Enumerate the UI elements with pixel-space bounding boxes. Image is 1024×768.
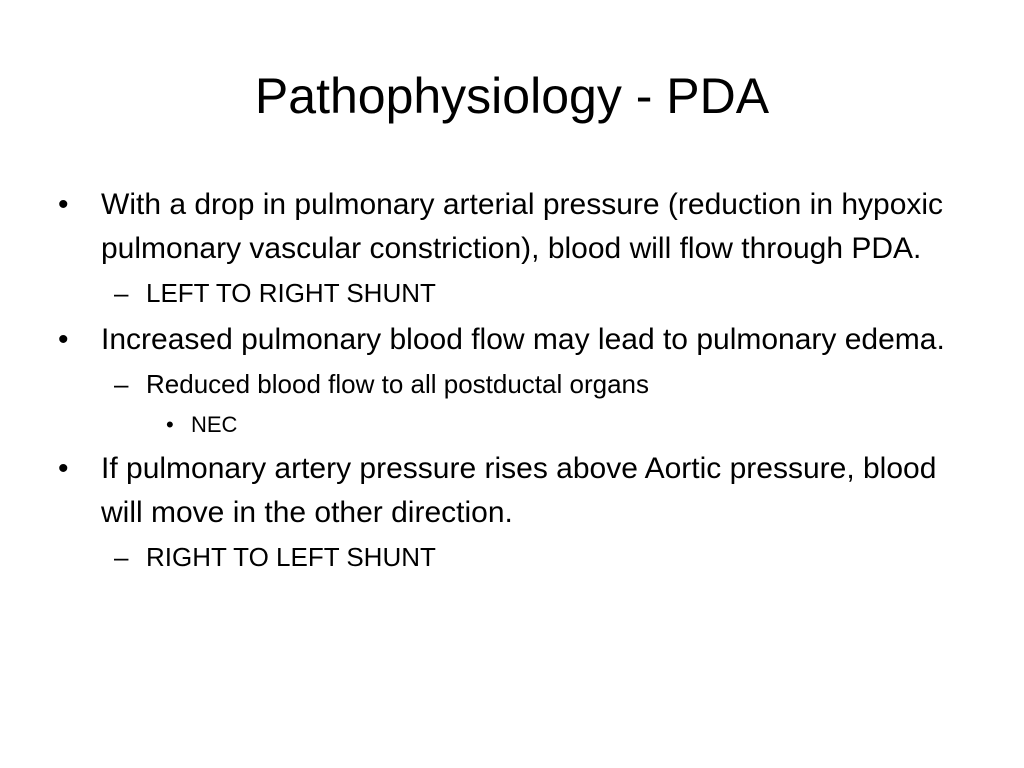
bullet-item (58, 318, 958, 362)
bullet-text: If pulmonary artery pressure rises above Aortic pressure, blood will move in the other direction. (101, 452, 937, 529)
bullet-icon: • (58, 323, 69, 356)
sub-bullet-text: Reduced blood flow to all postductal organs (146, 369, 649, 399)
sub-bullet-item (58, 365, 958, 403)
bullet-text: With a drop in pulmonary arterial pressure (reduction in hypoxic pulmonary vascular constriction), blood will flow through PDA. (101, 188, 944, 265)
bullet-item (58, 447, 958, 535)
bullet-icon: • (58, 188, 69, 221)
bullet-icon: • (166, 412, 174, 437)
sub-bullet-item (58, 274, 958, 312)
bullet-icon: • (58, 452, 69, 485)
bullet-text: Increased pulmonary blood flow may lead to pulmonary edema. (101, 323, 945, 356)
sub-bullet-item (58, 538, 958, 576)
slide-content (58, 183, 958, 582)
dash-icon: – (114, 542, 129, 572)
dash-icon: – (114, 369, 129, 399)
dash-icon: – (114, 278, 129, 308)
sub-sub-bullet-text: NEC (191, 412, 238, 437)
slide-title: Pathophysiology - PDA (254, 68, 770, 124)
sub-bullet-text: RIGHT TO LEFT SHUNT (146, 542, 436, 572)
sub-bullet-text: LEFT TO RIGHT SHUNT (146, 278, 436, 308)
sub-sub-bullet-item (58, 409, 958, 441)
bullet-item (58, 183, 958, 271)
